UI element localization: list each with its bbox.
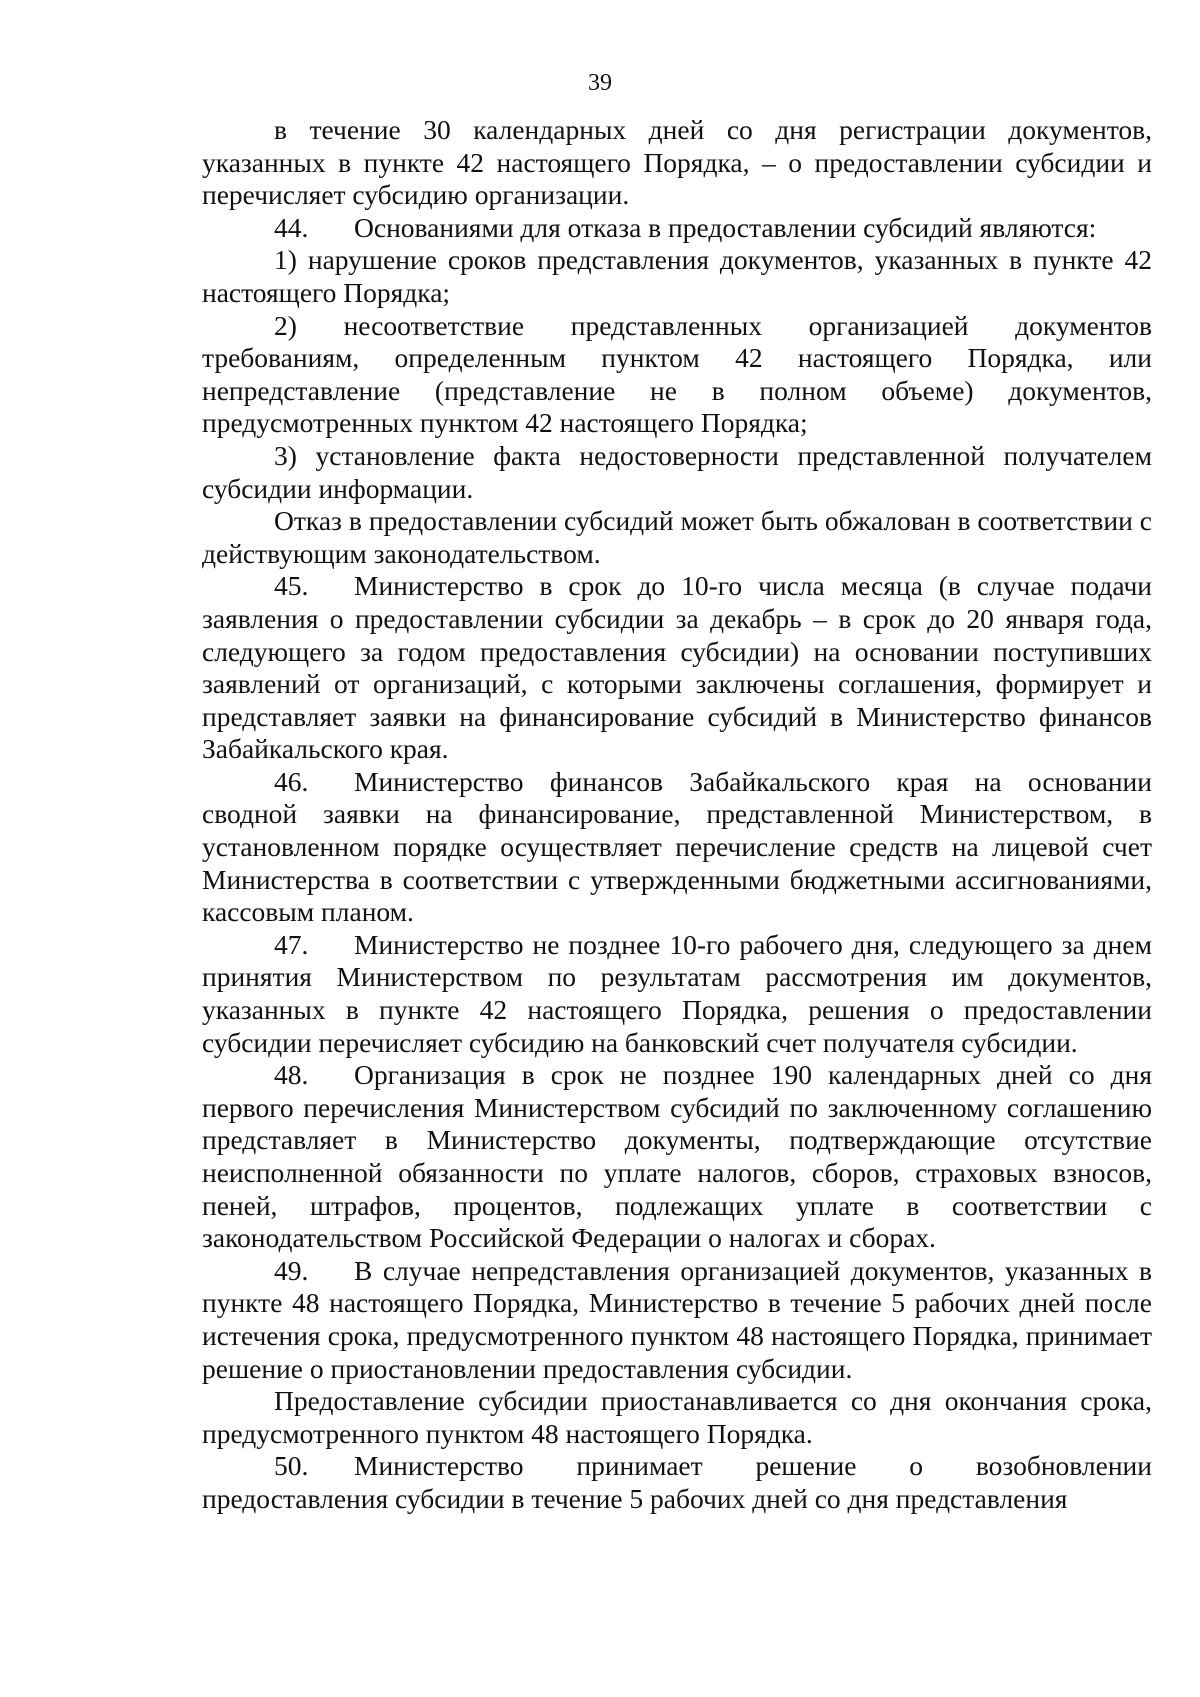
paragraph-text: Отказ в предоставлении субсидий может быть обжалован в соответствии с действующим законодательством. [202,505,1152,569]
page-number: 39 [588,70,612,96]
paragraph-46 [202,766,1152,929]
paragraph-text: в течение 30 календарных дней со дня регистрации документов, указанных в пункте 42 настоящего Порядка, – о предоставлении субсидии и перечисляет субсидию организации. [202,114,1152,211]
document-body [202,114,1152,1516]
paragraph-text: Организация в срок не позднее 190 календарных дней со дня первого перечисления Министерством субсидий по заключенному соглашению представляет в Министерство документы, подтверждающие отсутствие неисполненной обязанности по уплате налогов, сборов, страховых взносов, пеней, штрафов, процентов, подлежащих уплате в соответствии с законодательством Российской Федерации о налогах и сборах. [202,1059,1152,1254]
list-item-3 [202,440,1152,505]
paragraph-number: 44. [274,211,309,243]
paragraph-number: 47. [274,928,309,960]
paragraph-text: 2) несоответствие представленных организацией документов требованиям, определенным пунктом 42 настоящего Порядка, или непредставление (представление не в полном объеме) документов, предусмотренных пунктом 42 настоящего Порядка; [202,309,1152,439]
paragraph-number: 49. [274,1254,309,1286]
paragraph-number: 45. [274,570,309,602]
paragraph-45 [202,570,1152,766]
paragraph-47 [202,929,1152,1059]
paragraph-text: Предоставление субсидии приостанавливается со дня окончания срока, предусмотренного пунктом 48 настоящего Порядка. [202,1385,1152,1449]
paragraph-text: 1) нарушение сроков представления документов, указанных в пункте 42 настоящего Порядка; [202,244,1152,308]
paragraph-number: 46. [274,765,309,797]
paragraph-number: 48. [274,1059,309,1091]
paragraph-text: Основаниями для отказа в предоставлении субсидий являются: [354,211,1097,243]
paragraph-text: Министерство в срок до 10-го числа месяца (в случае подачи заявления о предоставлении субсидии за декабрь – в срок до 20 января года, следующего за годом предоставления субсидии) на основании поступивших заявлений от организаций, с которыми заключены соглашения, формирует и представляет заявки на финансирование субсидий в Министерство финансов Забайкальского края. [202,570,1152,765]
paragraph-suspension [202,1385,1152,1450]
paragraph-appeal [202,505,1152,570]
paragraph-49 [202,1255,1152,1385]
paragraph-continuation [202,114,1152,212]
paragraph-text: Министерство не позднее 10-го рабочего дня, следующего за днем принятия Министерством по результатам рассмотрения им документов, указанных в пункте 42 настоящего Порядка, решения о предоставлении субсидии перечисляет субсидию на банковский счет получателя субсидии. [202,928,1152,1058]
paragraph-text: Министерство принимает решение о возобновлении предоставления субсидии в течение 5 рабочих дней со дня представления [202,1450,1152,1514]
paragraph-44 [202,212,1152,245]
list-item-1 [202,244,1152,309]
paragraph-50 [202,1450,1152,1515]
paragraph-48 [202,1059,1152,1255]
list-item-2 [202,310,1152,440]
paragraph-number: 50. [274,1450,309,1482]
paragraph-text: Министерство финансов Забайкальского края на основании сводной заявки на финансирование, представленной Министерством, в установленном порядке осуществляет перечисление средств на лицевой счет Министерства в соответствии с утвержденными бюджетными ассигнованиями, кассовым планом. [202,765,1152,928]
paragraph-text: В случае непредставления организацией документов, указанных в пункте 48 настоящего Порядка, Министерство в течение 5 рабочих дней после истечения срока, предусмотренного пунктом 48 настоящего Порядка, принимает решение о приостановлении предоставления субсидии. [202,1254,1152,1384]
paragraph-text: 3) установление факта недостоверности представленной получателем субсидии информации. [202,439,1152,504]
